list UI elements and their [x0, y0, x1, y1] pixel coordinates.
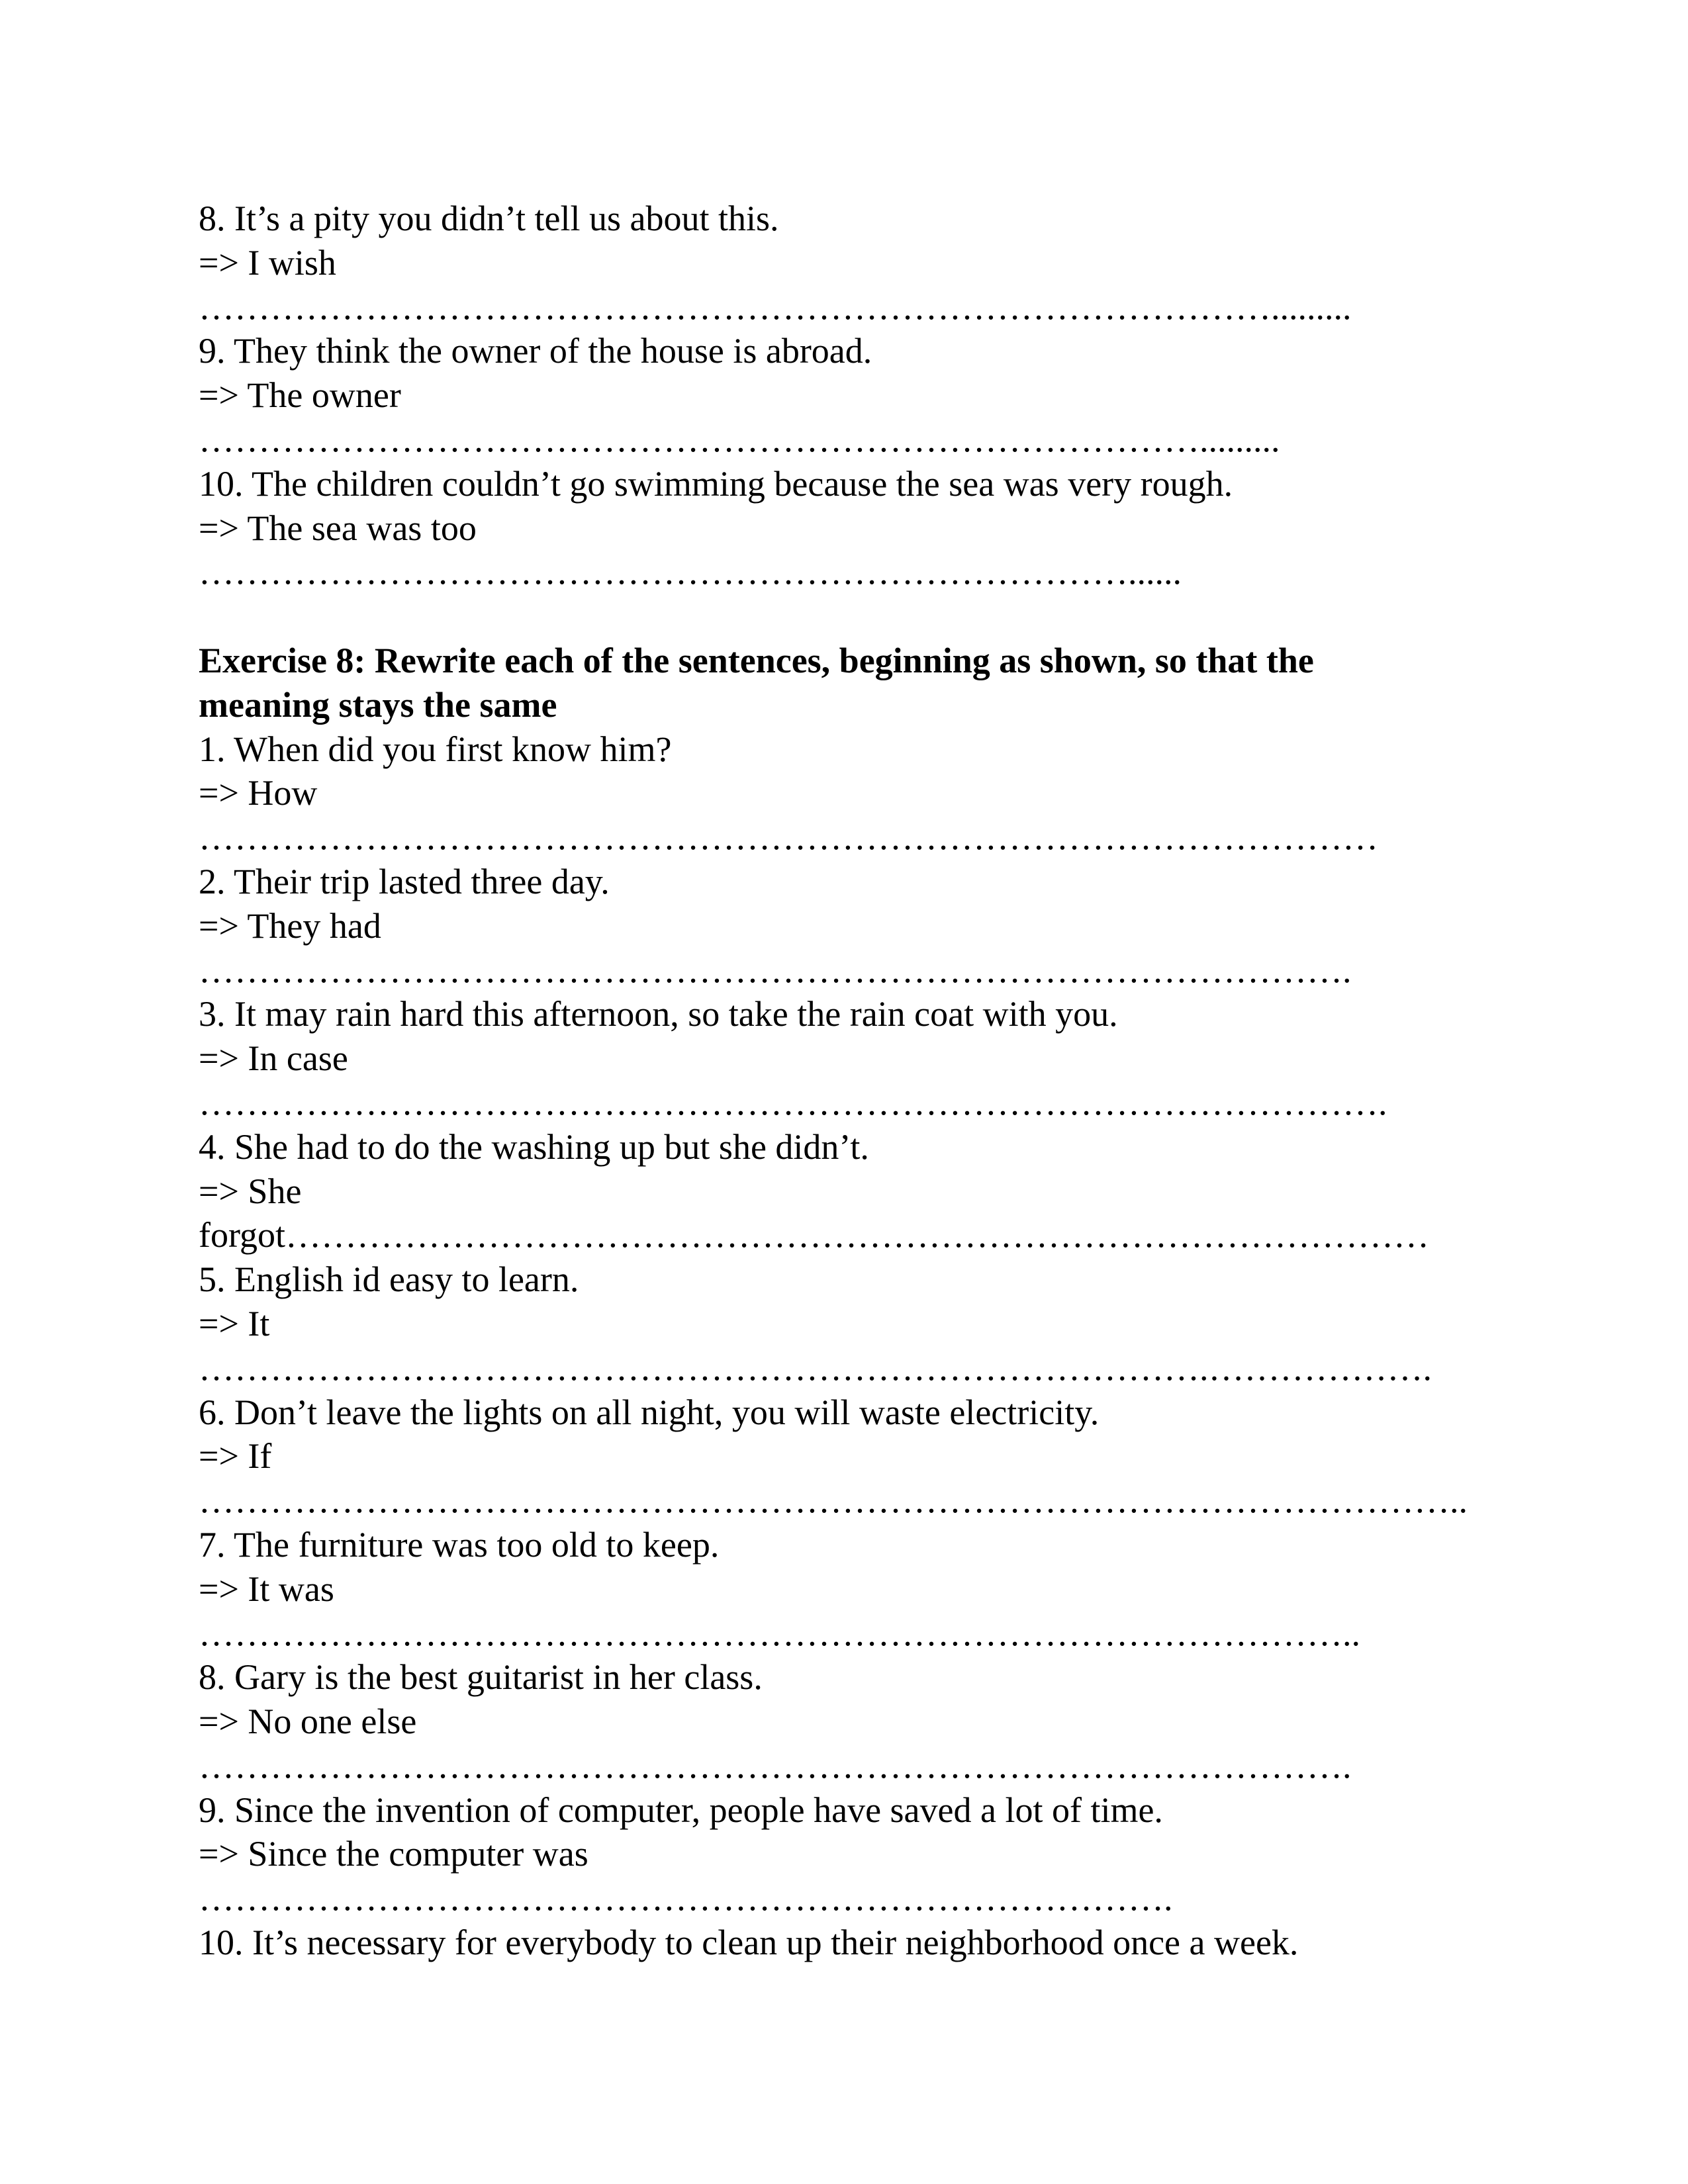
question-text: 7. The furniture was too old to keep. [199, 1524, 720, 1565]
document-page [199, 197, 1496, 1965]
answer-blank[interactable]: ………………………………………………………………………………………. [199, 1082, 1387, 1122]
question-text: 1. When did you first know him? [199, 729, 672, 769]
question-text: 8. It’s a pity you didn’t tell us about this. [199, 199, 779, 238]
question-text: 8. Gary is the best guitarist in her class. [199, 1657, 763, 1698]
spacer [199, 594, 1496, 639]
exercise-item [199, 197, 1496, 329]
exercise-item [199, 992, 1496, 1124]
exercise-item [199, 1125, 1496, 1257]
answer-blank[interactable]: ……………………………………………………………………………………. [199, 950, 1352, 990]
answer-start: => The sea was too [199, 508, 477, 548]
answer-blank[interactable]: ……………………………………………………………………………………. [199, 1745, 1352, 1786]
answer-start: => Since the computer was [199, 1834, 588, 1874]
exercise-item [199, 1655, 1496, 1788]
exercise-heading-continued: meaning stays the same [199, 684, 557, 725]
answer-start: => In case [199, 1038, 348, 1079]
exercise-item [199, 329, 1496, 461]
answer-start: => They had [199, 905, 381, 946]
question-text: 10. It’s necessary for everybody to clean up their neighborhood once a week. [199, 1923, 1299, 1963]
question-text: 3. It may rain hard this afternoon, so take the rain coat with you. [199, 994, 1118, 1034]
exercise-item [199, 1523, 1496, 1655]
question-text: 9. Since the invention of computer, people have saved a lot of time. [199, 1790, 1163, 1830]
answer-start: => No one else [199, 1702, 417, 1742]
question-text: 5. English id easy to learn. [199, 1259, 579, 1300]
answer-blank[interactable]: ……………………………………………………………………………………… [199, 817, 1378, 858]
answer-blank[interactable]: …………………………………………………………………………………………….. [199, 1480, 1468, 1521]
answer-start: => How [199, 773, 318, 813]
answer-blank[interactable]: …………………………………………………………………………......... [199, 419, 1280, 459]
answer-start: => It [199, 1303, 270, 1343]
answer-blank[interactable]: forgot…………………………………………………………………………………… [199, 1215, 1429, 1255]
answer-blank[interactable]: ………………………………………………………………………………......... [199, 287, 1352, 327]
answer-start: => It was [199, 1569, 334, 1609]
exercise-item [199, 860, 1496, 992]
answer-blank[interactable]: ………………………………………………………………………….………………. [199, 1347, 1432, 1388]
previous-exercise-items [199, 197, 1496, 594]
exercise-item [199, 1390, 1496, 1523]
question-text: 10. The children couldn’t go swimming because the sea was very rough. [199, 463, 1233, 504]
exercise-item [199, 727, 1496, 860]
exercise-8 [199, 639, 1496, 1965]
answer-blank[interactable]: …………………………………………………………………………………….. [199, 1613, 1360, 1653]
exercise-item [199, 462, 1496, 594]
answer-blank[interactable]: ……………………………………………………………………...... [199, 552, 1182, 592]
answer-blank[interactable]: ………………………………………………………………………. [199, 1878, 1173, 1919]
answer-start: => The owner [199, 375, 401, 416]
answer-start: => I wish [199, 242, 336, 283]
question-text: 2. Their trip lasted three day. [199, 861, 610, 901]
exercise-item [199, 1257, 1496, 1390]
exercise-item [199, 1788, 1496, 1921]
answer-start: => If [199, 1436, 272, 1477]
question-text: 6. Don’t leave the lights on all night, you will waste electricity. [199, 1392, 1100, 1432]
answer-start: => She [199, 1171, 302, 1211]
question-text: 4. She had to do the washing up but she didn’t. [199, 1126, 869, 1167]
question-text: 9. They think the owner of the house is abroad. [199, 331, 872, 371]
exercise-heading: Exercise 8: Rewrite each of the sentences, beginning as shown, so that the [199, 640, 1314, 680]
